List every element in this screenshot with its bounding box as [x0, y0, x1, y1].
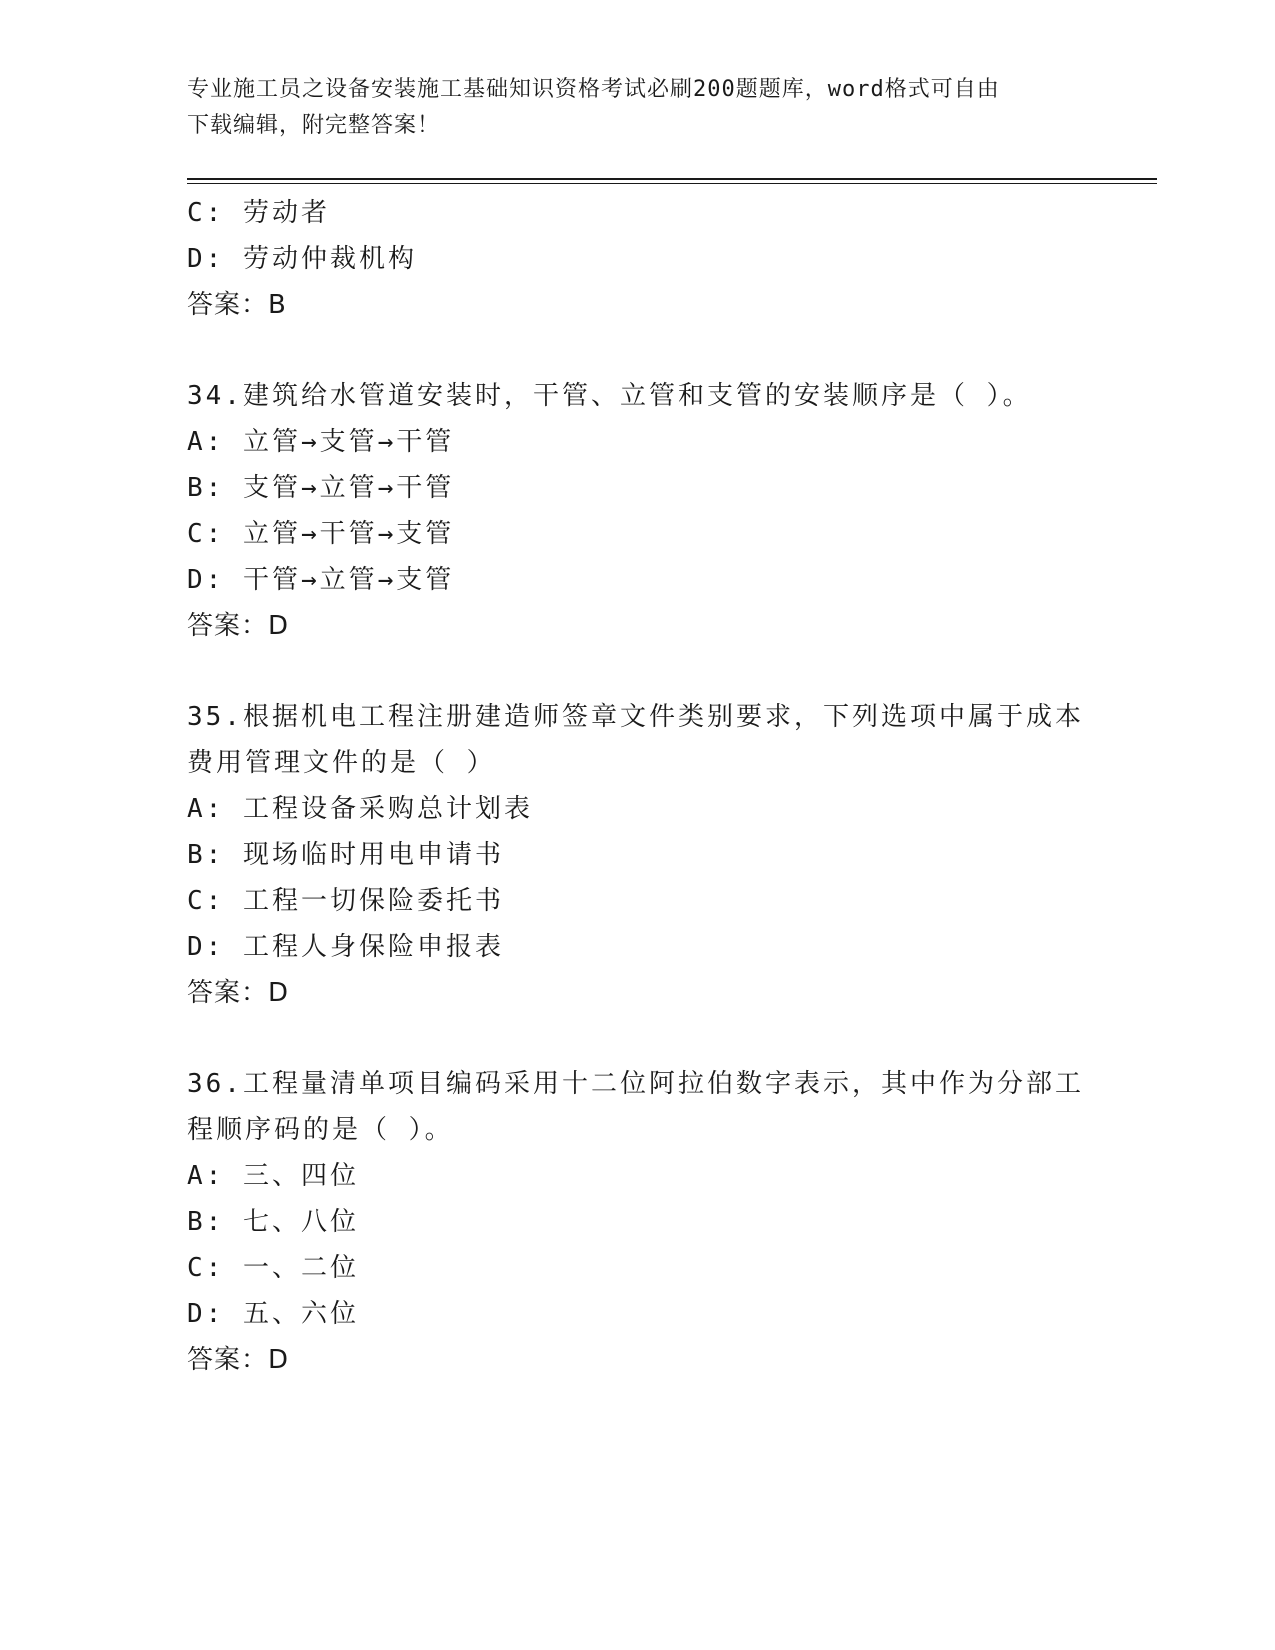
previous-question-tail	[187, 190, 1087, 328]
option-d: D: 五、六位	[187, 1299, 359, 1329]
answer-label: 答案：D	[187, 611, 290, 641]
question-text: 36.工程量清单项目编码采用十二位阿拉伯数字表示，其中作为分部工	[187, 1069, 1084, 1099]
option-a: A: 三、四位	[187, 1161, 359, 1191]
question-text: 34.建筑给水管道安装时，干管、立管和支管的安装顺序是（ ）。	[187, 381, 1032, 411]
option-b: B: 现场临时用电申请书	[187, 840, 504, 870]
option-a: A: 立管→支管→干管	[187, 427, 455, 457]
header-divider-thick	[187, 178, 1157, 180]
answer-label: 答案：D	[187, 978, 290, 1008]
question-text: 35.根据机电工程注册建造师签章文件类别要求，下列选项中属于成本	[187, 702, 1084, 732]
answer-label: 答案：B	[187, 290, 287, 320]
spacer	[187, 649, 1087, 694]
question-34	[187, 373, 1087, 649]
header-title-line-1: 专业施工员之设备安装施工基础知识资格考试必刷200题题库，word格式可自由	[187, 77, 1000, 102]
option-b: B: 支管→立管→干管	[187, 473, 455, 503]
option-c: C: 一、二位	[187, 1253, 359, 1283]
document-header	[187, 72, 1087, 144]
spacer	[187, 1016, 1087, 1061]
question-text-continued: 程顺序码的是（ ）。	[187, 1115, 454, 1145]
option-b: B: 七、八位	[187, 1207, 359, 1237]
option-d: D: 干管→立管→支管	[187, 565, 455, 595]
option-c: C: 立管→干管→支管	[187, 519, 455, 549]
header-divider-thin	[187, 183, 1157, 184]
option-a: A: 工程设备采购总计划表	[187, 794, 533, 824]
question-text-continued: 费用管理文件的是（ ）	[187, 748, 496, 778]
answer-label: 答案：D	[187, 1345, 290, 1375]
option-d: D: 劳动仲裁机构	[187, 244, 417, 274]
question-35	[187, 694, 1087, 1016]
spacer	[187, 328, 1087, 373]
header-title-line-2: 下载编辑，附完整答案！	[187, 113, 441, 138]
option-c: C: 劳动者	[187, 198, 330, 228]
option-d: D: 工程人身保险申报表	[187, 932, 504, 962]
question-36	[187, 1061, 1087, 1383]
option-c: C: 工程一切保险委托书	[187, 886, 504, 916]
question-list	[187, 190, 1087, 1383]
